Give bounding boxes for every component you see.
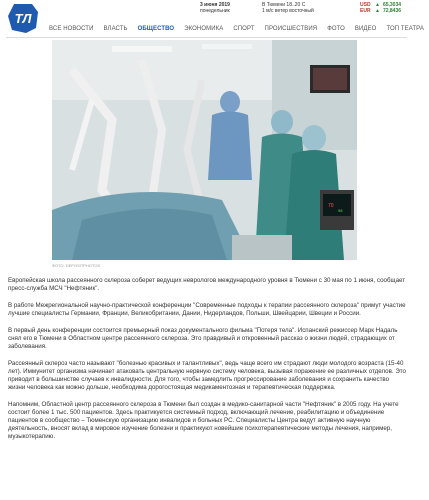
article-paragraph: Напомним, Областной центр рассеянного склероза в Тюмени был создан в медико-санитарной части "Нефтяник" в 2005 году. На учете состоит более 1 тыс. 500 пациентов. Здесь практикуется системный подход, включающий лечение, реабилитацию и объединение пациентов в сообщество – Тюменскую организацию инвалидов и больных РС. Специалисты Центра ведут активную научную деятельность, вносят вклад в мировое изучение болезни и практикуют новейшие психотерапевтические методы лечения, например, музыкотерапию.	[8, 401, 399, 440]
photo-caption: ФОТО: DEPOSITPHOTOS	[52, 263, 101, 268]
nav-item-photo[interactable]: ФОТО	[327, 26, 345, 32]
rate-currency: USD	[360, 2, 371, 8]
rate-value: 72,8436	[382, 8, 402, 14]
nav-item-top-theatre[interactable]: ТОП ТЕАТРА	[386, 26, 424, 32]
currency-rates	[360, 2, 401, 14]
nav-item-incidents[interactable]: ПРОИСШЕСТВИЯ	[264, 26, 318, 32]
arrow-up-icon: ▲	[375, 8, 380, 14]
article-body	[8, 277, 406, 450]
article-photo	[52, 40, 357, 260]
weather-block	[262, 2, 314, 14]
header-divider	[6, 37, 407, 38]
date-block	[200, 2, 230, 14]
nav-item-economy[interactable]: ЭКОНОМИКА	[184, 26, 224, 32]
svg-text:98: 98	[338, 208, 343, 213]
logo-text: ТЛ	[14, 11, 32, 26]
weather-wind: 1 м/с ветер восточный	[262, 8, 314, 14]
article-paragraph: В первый день конференции состоится премьерный показ документального фильма "Потеря тела". Испанский режиссер Марк Надаль снял его в Тюмени в Областном центре рассеянного склероза. Это правдивый и откровенный рассказ о жизни людей, страдающих от заболевания.	[8, 327, 398, 350]
nav-item-power[interactable]: ВЛАСТЬ	[103, 26, 128, 32]
nav-item-all-news[interactable]: ВСЕ НОВОСТИ	[49, 26, 94, 32]
rate-eur	[360, 8, 401, 14]
site-header	[0, 0, 413, 26]
article-paragraph: Рассеянный склероз часто называют "болезнью красивых и талантливых", ведь чаще всего им страдают люди молодого возраста (15-40 лет). Иммунитет организма начинает атаковать центральную нервную систему человека, вызывая поражение ее различных отделов. Это приводит в большинстве случаев к инвалидности. Для того, чтобы замедлить прогрессирование заболевания и сохранить качество жизни человека как можно дольше, необходима дорогостоящая медикаментозная и терапевтическая поддержка.	[8, 360, 406, 391]
main-nav	[44, 23, 424, 35]
nav-item-society[interactable]: ОБЩЕСТВО	[137, 26, 175, 32]
site-logo[interactable]	[6, 2, 40, 34]
nav-item-video[interactable]: ВИДЕО	[354, 26, 377, 32]
current-date: 3 июня 2019	[200, 2, 230, 8]
nav-item-sport[interactable]: СПОРТ	[233, 26, 255, 32]
article-paragraph: В работе Межрегиональной научно-практической конференции "Современные подходы к терапии рассеянного склероза" примут участие лучшие специалисты Германии, Франции, Великобритании, Дании, Нидерландов, Польши, Швейцарии, Швеции и России.	[8, 302, 406, 317]
current-weekday: понедельник	[200, 8, 230, 14]
rate-currency: EUR	[360, 8, 371, 14]
operating-room-illustration	[52, 40, 357, 260]
arrow-up-icon: ▲	[375, 2, 380, 8]
svg-text:70: 70	[328, 203, 334, 209]
rate-value: 65,3034	[382, 2, 402, 8]
weather-city: В Тюмени 18..20 С	[262, 2, 306, 8]
article-paragraph: Европейская школа рассеянного склероза соберет ведущих неврологов международного уровня в Тюмени с 30 мая по 1 июня, сообщает пресс-служба МСЧ "Нефтяник".	[8, 277, 406, 292]
